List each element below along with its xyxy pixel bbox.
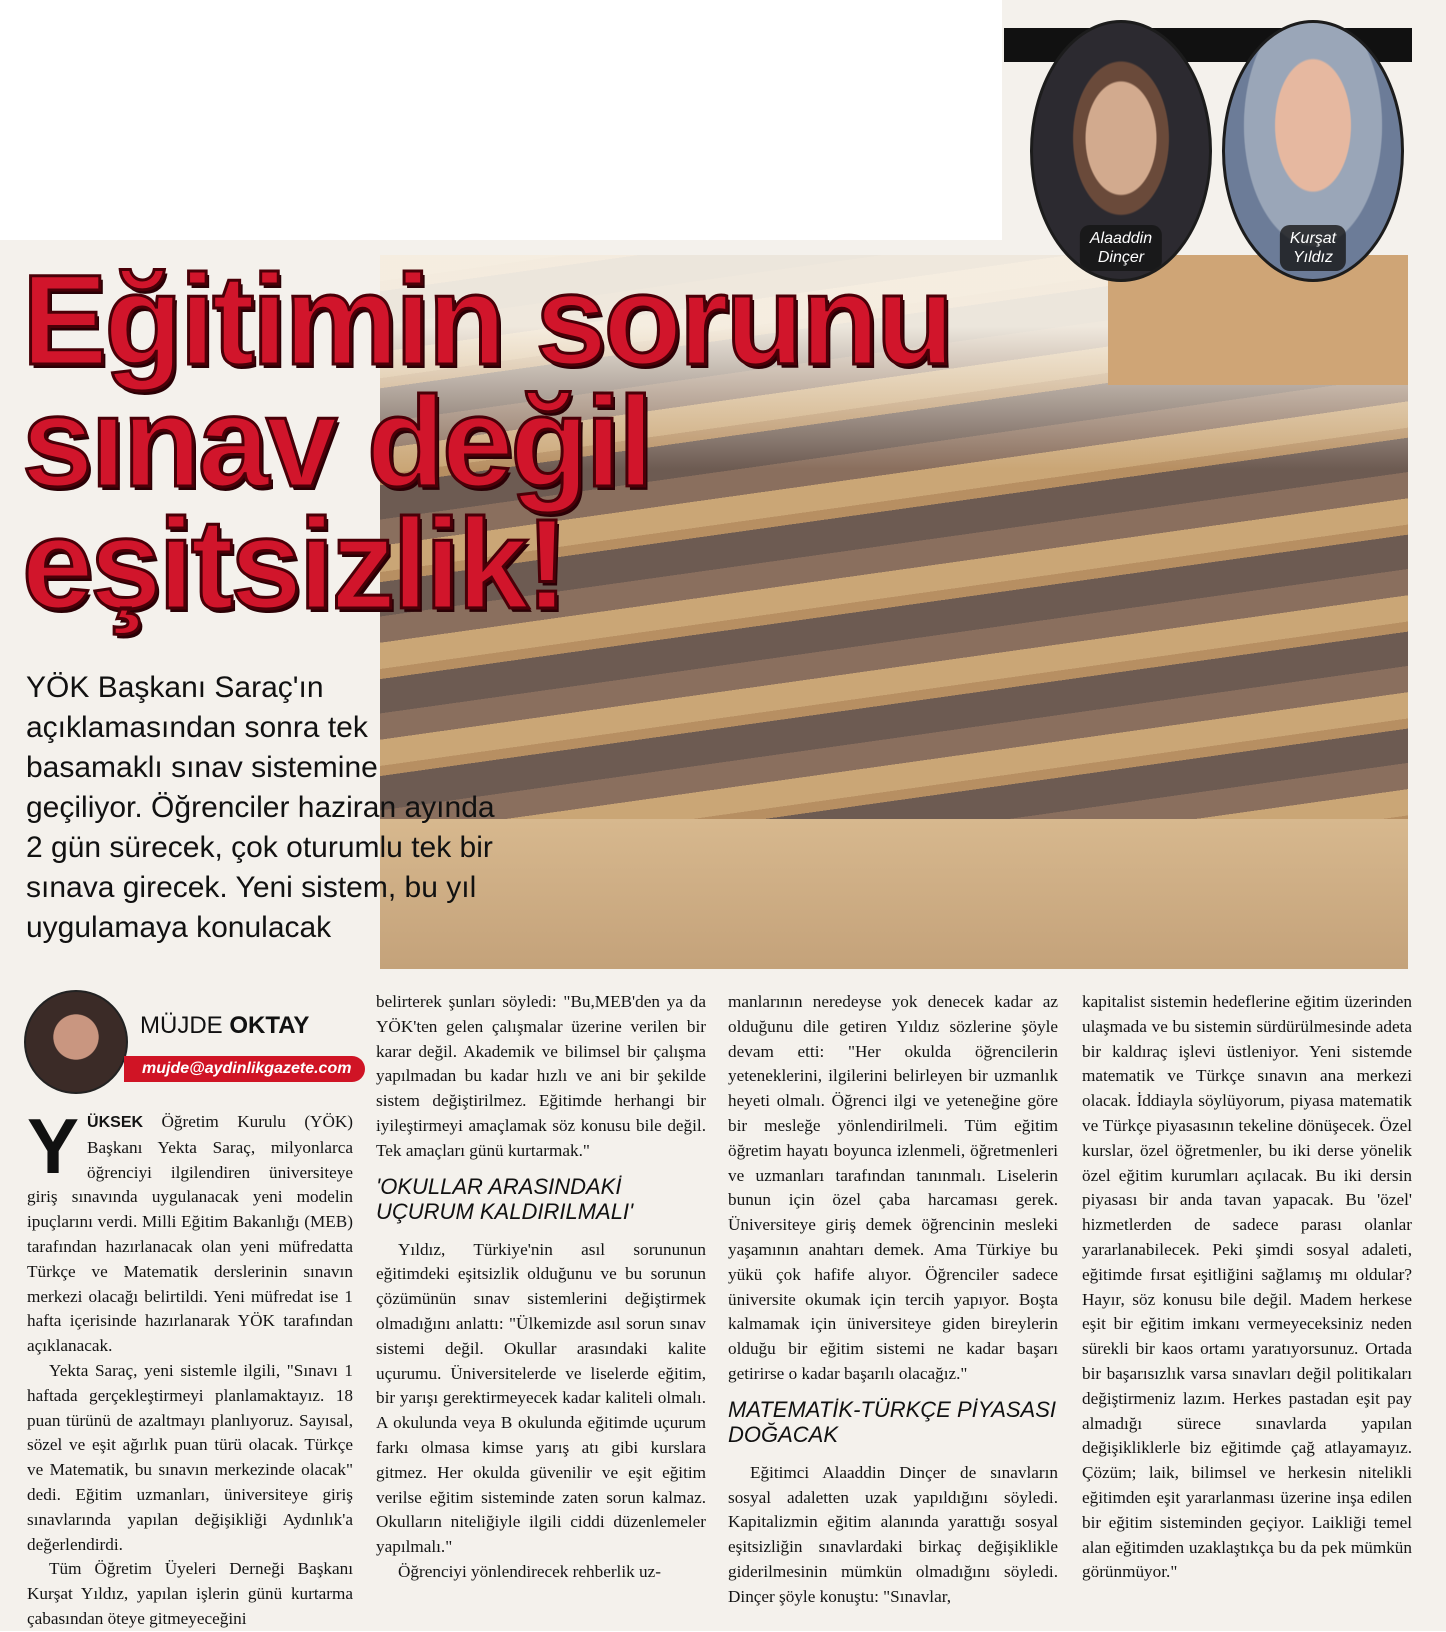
caption-line: Yıldız (1292, 249, 1333, 266)
portrait-caption (1080, 225, 1162, 271)
headline-line-3: eşitsizlik! (22, 493, 566, 636)
caption-line: Alaaddin (1089, 230, 1153, 247)
caption-line: Kurşat (1289, 230, 1337, 247)
subheading: MATEMATİK-TÜRKÇE PİYASASI DOĞACAK (728, 1396, 1057, 1447)
portrait-kursat-yildiz (1222, 20, 1404, 282)
author-first-name: MÜJDE (140, 1012, 223, 1039)
article-paragraph: manlarının neredeyse yok denecek kadar az olduğunu dile getiren Yıldız sözlerine şöyle devam etti: "Her okulda öğrencilerin yeteneklerini, ilgilerini belirleyen bir uzmanlık heyeti olmalı. Öğrenci ilgi ve yeteneğine göre bir mesleğe yönlendirilmeli. Tüm eğitim öğretim hayatı boyunca izlenmeli, öğretmenleri ve uzmanları tarafından tanınmalı. Liselerin bunun için özel çaba harcaması gerek. Üniversiteye giriş demek öğrencinin mesleki yaşamının anahtarı demek. Ama Türkiye bu yükü çok hafife alıyor. Öğrenciler sadece üniversite okumak için tercih yapıyor. Boşta kalmamak için üniversiteye giden bireylerin olduğu bir eğitim sistemi ne kadar başarı getirirse o kadar başarılı olacağız." (728, 992, 1058, 1383)
lead-word: ÜKSEK (87, 1114, 144, 1131)
author-email: mujde@aydinlikgazete.com (124, 1056, 365, 1082)
article-paragraph: Tüm Öğretim Üyeleri Derneği Başkanı Kurşat Yıldız, yapılan işlerin günü kurtarma çabasından öteye gitmeyeceğini (27, 1559, 353, 1628)
article-column-1 (27, 1102, 353, 1632)
subheading: 'OKULLAR ARASINDAKİ UÇURUM KALDIRILMALI' (376, 1173, 634, 1224)
drop-cap: Y (27, 1102, 80, 1190)
portrait-caption (1280, 225, 1346, 271)
article-paragraph: kapitalist sistemin hedeflerine eğitim üzerinden ulaşmada ve bu sistemin sürdürülmesinde adeta bir kaldıraç işlevi üstleniyor. Yeni sistemde matematik ve Türkçe sınavın ana merkezi olacak. İddiayla söylüyorum, piyasa matematik ve Türkçe piyasasının tekeline dönüşecek. Özel kurslar, özel öğretmenler, bu iki derse yönelik özel eğitim kurumları açılacak. Bu iki dersin piyasası bir anda tavan yapacak. Bu 'özel' hizmetlerden de sadece parası olanlar yararlanabilecek. Peki şimdi sosyal adaleti, eğitimde fırsat eşitliğini sağlamış mı oldular? Hayır, söz konusu bile değil. Madem herkese eşit bir eğitim imkanı vermeyeceksiniz neden sürekli bir kaos ortamı yaratıyorsunuz. Ortada bir başarısızlık varsa sınavları değil politikaları değiştirmeniz lazım. Herkes pastadan eşit pay almadığı sürece sınavlarda yapılan değişikliklerle biz eğitimde çağ atlayamayız. Çözüm; laik, bilimsel ve herkesin nitelikli eğitimden eşit yararlanması üzerine inşa edilen bir eğitim sisteminden geçiyor. Laikliği temel alan eğitimden uzaklaştıkça bu da pek mümkün görünmüyor." (1082, 992, 1412, 1582)
headline-line-1: Eğitimin sorunu (22, 249, 952, 392)
article-column-2 (376, 990, 706, 1585)
article-paragraph: Öğrenciyi yönlendirecek rehberlik uz- (398, 1561, 661, 1581)
article-paragraph: belirterek şunları söyledi: "Bu,MEB'den ya da YÖK'ten gelen çalışmalar üzerine verilen bir karar değil. Akademik ve bilimsel bir çalışma yapılmadan bu kadar hızlı ve ani bir şekilde sistem değiştirilmez. Eğitimde herhangi bir iyileştirmeyi amaçlamak söz konusu bile değil. Tek amaçları günü kurtarmak." (376, 992, 706, 1160)
article-column-3 (728, 990, 1058, 1610)
author-last-name: OKTAY (229, 1012, 310, 1039)
article-column-4 (1082, 990, 1412, 1585)
lead-paragraph: YÖK Başkanı Saraç'ın açıklamasından sonra tek basamaklı sınav sistemine geçiliyor. Öğrenciler haziran ayında 2 gün sürecek, çok oturumlu tek bir sınava girecek. Yeni sistem, bu yıl uygulamaya konulacak (26, 671, 495, 944)
article-paragraph (27, 1102, 353, 1359)
photo-desk (380, 819, 1408, 969)
blank-area (0, 0, 1002, 240)
article-paragraph: Eğitimci Alaaddin Dinçer de sınavların sosyal adaletten uzak yapıldığını söyledi. Kapitalizmin eğitim alanında yarattığı sosyal eşitsizliğin sınavlardaki birkaç değişiklikle giderilmesinin mümkün olmadığını söyledi. Dinçer şöyle konuştu: "Sınavlar, (728, 1462, 1058, 1606)
headline-line-2: sınav değil (22, 371, 651, 514)
avatar (24, 990, 128, 1094)
paragraph-text: Öğretim Kurulu (YÖK) Başkanı Yekta Saraç, milyonlarca öğrenciyi ilgilendiren üniversiteye giriş sınavında uygulanacak yeni modelin ipuçlarını verdi. Milli Eğitim Bakanlığı (MEB) tarafından hazırlanacak olan yeni müfredatta Türkçe ve Matematik derslerinin sınavın merkezi olacağı belirtildi. Yeni müfredat ise 1 hafta içerisinde hazırlanarak YÖK tarafından açıklanacak. (27, 1112, 353, 1356)
author-name (140, 1012, 309, 1040)
portrait-alaaddin-dincer (1030, 20, 1212, 282)
caption-line: Dinçer (1097, 249, 1145, 266)
byline (24, 990, 354, 1090)
photo-wall (1108, 255, 1408, 385)
article-paragraph: Yıldız, Türkiye'nin asıl sorununun eğitimdeki eşitsizlik olduğunu ve bu sorunun çözümünün sınav sistemlerini değiştirmek olmadığını anlattı: "Ülkemizde asıl sorun sınav sistemi değil. Okullar arasındaki kalite uçurumu. Üniversitelerde ve liselerde eğitim, bir yarışı gerektirmeyecek kadar kaliteli olmalı. A okulunda veya B okulunda eğitimde uçurum farkı olmasa kimse yarış atı gibi kurslara gitmez. Her okulda güvenilir ve eşit eğitim verilse eğitim sisteminde zaten sorun kalmaz. Okulların niteliğiyle ilgili ciddi düzenlemeler yapılmalı." (376, 1239, 706, 1557)
article-paragraph: Yekta Saraç, yeni sistemle ilgili, "Sınavı 1 haftada gerçekleştirmeyi planlamaktayız. 18 puan türünü de azaltmayı planlıyoruz. Sayısal, sözel ve eşit ağırlık puan türü olacak. Türkçe ve Matematik, bu sınavın merkezinde olacak" dedi. Eğitim uzmanları, üniversiteye giriş sınavlarında yapılan değişikliği Aydınlık'a değerlendirdi. (27, 1360, 353, 1554)
